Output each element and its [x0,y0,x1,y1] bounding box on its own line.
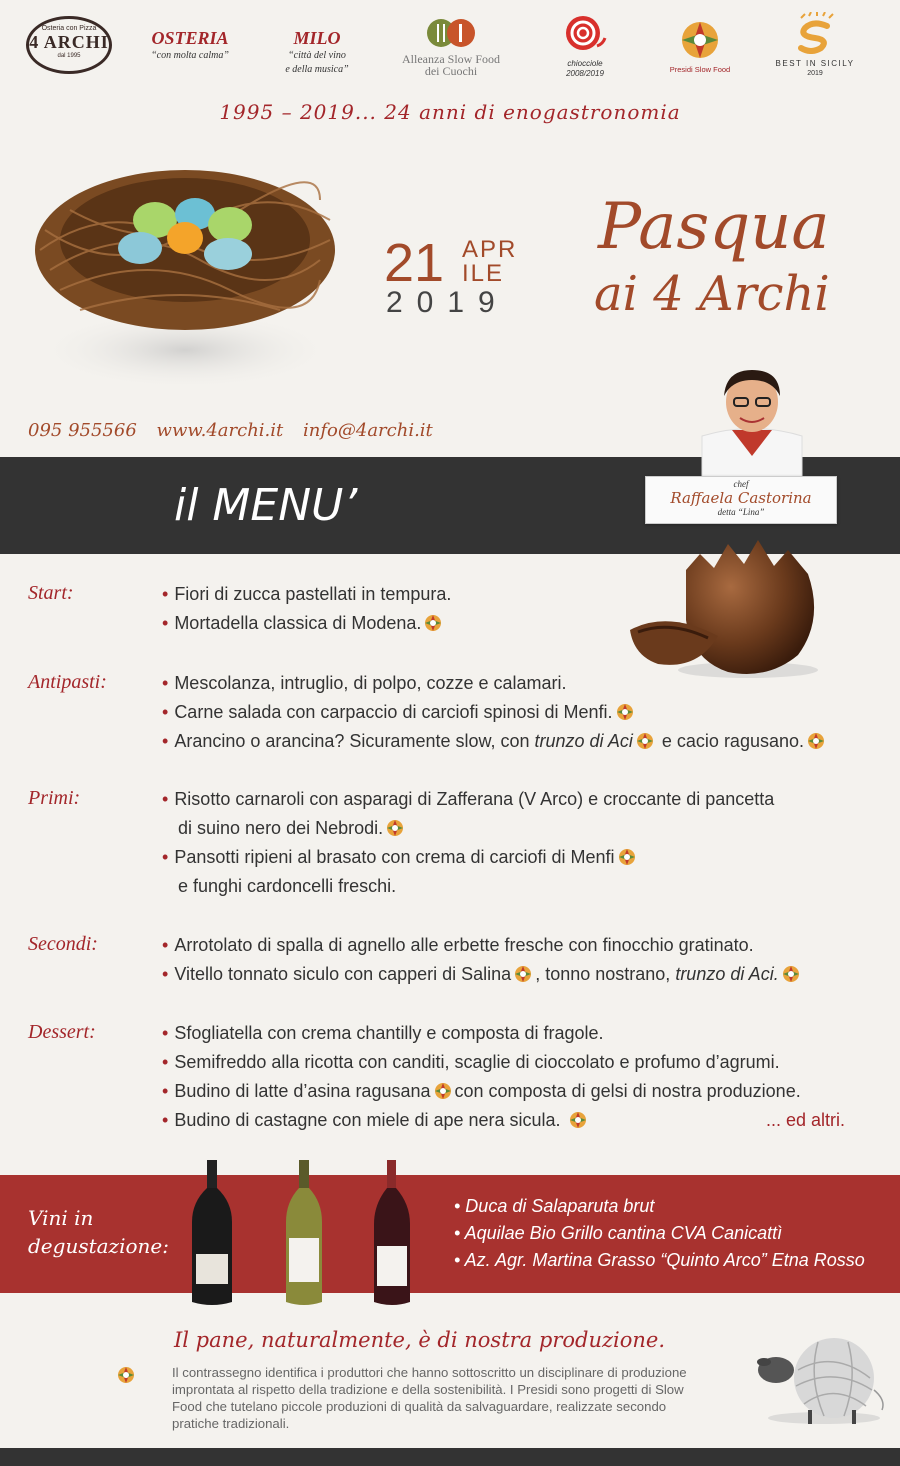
menu-item [162,612,445,634]
bullet-icon: • [162,1023,169,1043]
menu-item [162,701,637,723]
email-link[interactable]: info@4archi.it [303,420,433,441]
wine-label-line-1: Vini in [28,1206,94,1230]
menu-item-text: Semifreddo alla ricotta con canditi, scaglie di cioccolato e profumo d’agrumi. [174,1052,780,1072]
page-title-line-2: ai 4 Archi [594,266,830,322]
logo-4-archi[interactable] [26,16,112,74]
menu-item-text-italic: trunzo di Aci. [675,964,779,984]
bullet-icon: • [162,731,169,751]
date-month-line-2: ILE [462,260,505,287]
alleanza-text-2: dei Cuochi [424,64,478,78]
osteria-block [140,28,240,63]
phone-link[interactable]: 095 955566 [28,420,137,441]
date-month [462,238,522,286]
contacts [28,420,447,441]
menu-item-text: , tonno nostrano, [535,964,676,984]
presidi-block[interactable] [660,20,740,75]
bullet-icon: • [162,702,169,722]
logo-main-text: 4 ARCHI [29,32,109,52]
menu-item [162,1080,801,1102]
presidio-icon [434,1082,452,1100]
menu-item [162,1051,780,1073]
bullet-icon: • [162,847,169,867]
osteria-title: OSTERIA [151,28,229,48]
bullet-icon: • [162,673,169,693]
menu-item-text: Risotto carnaroli con asparagi di Zafferana (V Arco) e croccante di pancetta [174,789,775,809]
presidio-icon [514,965,532,983]
presidio-icon [618,848,636,866]
best-text-2: 2019 [807,70,823,77]
menu-item [162,583,451,605]
presidio-legend-icon [117,1366,135,1384]
best-in-sicily-block[interactable] [768,12,862,79]
presidio-icon [636,732,654,750]
snail-logo-icon [563,14,607,54]
menu-title: il MENU’ [174,480,358,531]
bread-note: Il pane, naturalmente, è di nostra produzione. [174,1328,666,1352]
date-month-line-1: APR [462,236,518,263]
osteria-sub: “con molta calma” [151,50,229,61]
bottle-grillo-icon [286,1160,322,1305]
chef-name: Raffaela Castorina [670,489,812,507]
section-label-dessert: Dessert: [28,1021,96,1043]
chiocciole-block[interactable] [550,14,620,79]
alleanza-block[interactable] [388,18,514,77]
menu-item-text: con composta di gelsi di nostra produzione. [454,1081,801,1101]
tagline: 1995 – 2019... 24 anni di enogastronomia [219,100,681,124]
website-link[interactable]: www.4archi.it [156,420,284,441]
section-label-secondi: Secondi: [28,933,98,955]
menu-item-continuation [178,817,407,839]
menu-item [162,788,774,810]
presidi-logo-icon [677,20,723,60]
menu-item [162,1022,604,1044]
section-label-antipasti: Antipasti: [28,671,107,693]
milo-title: MILO [293,28,341,48]
milo-sub-2: e della musica” [285,64,349,75]
menu-item [162,963,803,985]
section-label-start: Start: [28,582,74,604]
date-day: 21 [384,233,445,293]
presidio-icon [616,703,634,721]
bullet-icon: • [162,613,169,633]
menu-item-text: Arancino o arancina? Sicuramente slow, con [174,731,535,751]
menu-item-text: Budino di latte d’asina ragusana [174,1081,431,1101]
wine-item-2: • Aquilae Bio Grillo cantina CVA Canicattì [454,1223,783,1243]
menu-item [162,1109,590,1131]
bullet-icon: • [162,1052,169,1072]
menu-item [162,672,567,694]
presidio-icon [569,1111,587,1129]
menu-item-text: Arrotolato di spalla di agnello alle erbette fresche con finocchio gratinato. [174,935,754,955]
best-in-sicily-logo-icon [793,12,837,54]
bullet-icon: • [162,1110,169,1130]
milo-block [272,28,362,77]
bullet-icon: • [162,584,169,604]
easter-nest-image [30,140,340,400]
footer-band [0,1448,900,1466]
menu-item-text: Mortadella classica di Modena. [174,613,422,633]
menu-item-text: Fiori di zucca pastellati in tempura. [174,584,452,604]
presidio-icon [424,614,442,632]
header [0,0,900,90]
menu-item [162,846,639,868]
logo-top-text: Osteria con Pizza [41,25,97,32]
menu-item-text: Budino di castagne con miele di ape nera sicula. [174,1110,561,1130]
menu-item-text: Sfogliatella con crema chantilly e composta di fragole. [174,1023,604,1043]
dessert-more-text: ... ed altri. [766,1110,846,1130]
presidio-icon [807,732,825,750]
bullet-icon: • [162,935,169,955]
menu-item-text: Carne salada con carpaccio di carciofi spinosi di Menfi. [174,702,613,722]
bullet-icon: • [162,789,169,809]
menu-item-text: Mescolanza, intruglio, di polpo, cozze e calamari. [174,673,567,693]
chef-nickname: detta “Lina” [717,507,765,517]
menu-item-text: Vitello tonnato siculo con capperi di Salina [174,964,512,984]
menu-item-text-italic: trunzo di Aci [534,731,633,751]
bottle-etna-rosso-icon [374,1160,410,1305]
menu-item-text: di suino nero dei Nebrodi. [178,818,384,838]
bullet-icon: • [162,964,169,984]
menu-item-text: e cacio ragusano. [656,731,804,751]
presidio-icon [386,819,404,837]
bullet-icon: • [162,1081,169,1101]
chocolate-egg-image [628,510,828,680]
menu-item [162,730,828,752]
wine-label-line-2: degustazione: [28,1234,169,1258]
chiocciole-text-2: 2008/2019 [566,69,604,78]
menu-item-continuation [178,875,396,897]
menu-item [162,934,754,956]
chiocciole-text-1: chiocciole [567,59,603,68]
menu-item-text: Pansotti ripieni al brasato con crema di carciofi di Menfi [174,847,615,867]
best-text-1: BEST IN SICILY [775,59,855,68]
alleanza-logo-icon [424,18,478,48]
alleanza-text-1: Alleanza Slow Food [402,52,500,66]
sheep-yarn-image [748,1330,890,1426]
date-year: 2019 [386,286,509,319]
wine-item-3: • Az. Agr. Martina Grasso “Quinto Arco” Etna Rosso [454,1250,865,1270]
section-label-primi: Primi: [28,787,81,809]
menu-item-text: e funghi cardoncelli freschi. [178,876,397,896]
wine-bottles-image [188,1158,418,1308]
presidi-text: Presidi Slow Food [669,65,731,74]
logo-since-text: dal 1995 [57,53,81,59]
bottle-brut-icon [192,1160,232,1305]
wine-section-label [28,1204,169,1260]
wine-item-1: • Duca di Salaparuta brut [454,1196,655,1216]
milo-sub-1: “città del vino [288,50,346,61]
page-title-line-1: Pasqua [598,190,830,264]
chef-label: chef [733,479,749,489]
presidio-icon [782,965,800,983]
presidio-explanation: Il contrassegno identifica i produttori che hanno sottoscritto un disciplinare di produzione improntata al rispetto della tradizione e della sostenibilità. I Presidi sono progetti di Slow Food che tutelano piccole produzioni di qualità da salvaguardare, realizzate secondo pratiche tradizionali. [172,1365,687,1431]
